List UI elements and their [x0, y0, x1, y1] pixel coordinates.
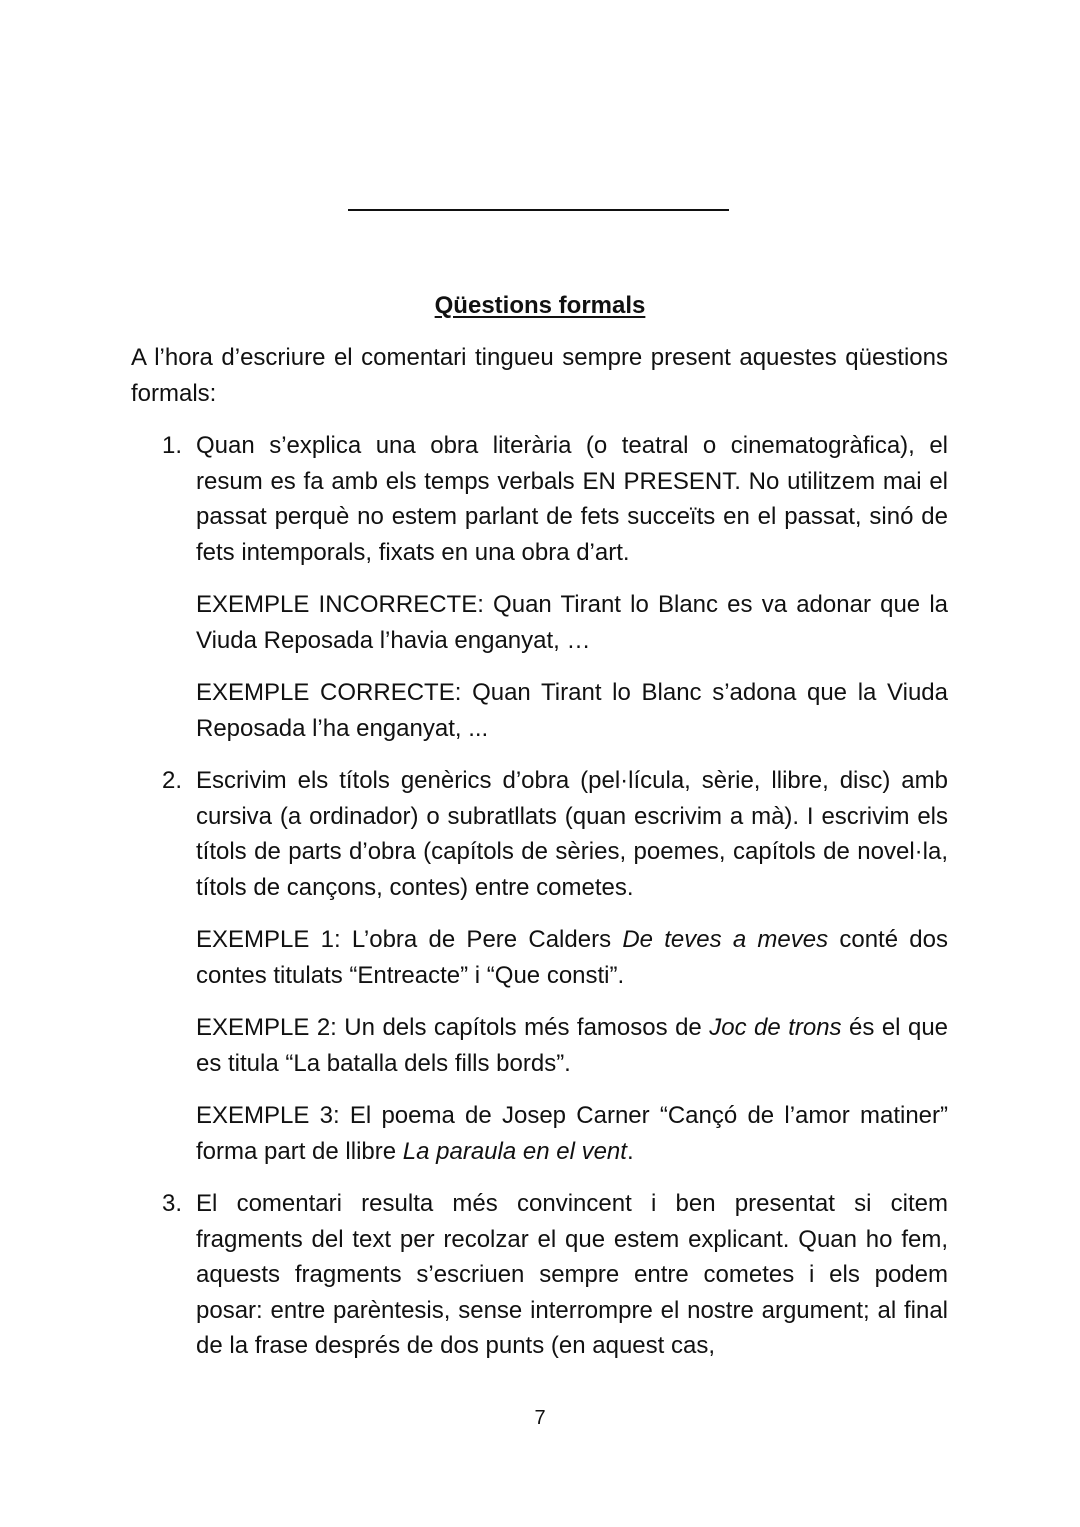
item-number: 3.	[162, 1190, 183, 1217]
item-text: El comentari resulta més convincent i ben presentat si citem fragments del text per recolzar el que estem explicant. Quan ho fem, aquests fragments s’escriuen sempre entre cometes i els podem posar: entre parèntesis, sense interrompre el nostre argument; al final de la frase després de dos punts (en aquest cas,	[196, 1190, 948, 1359]
list-item-2	[131, 763, 948, 1169]
work-title: La paraula en el vent	[402, 1137, 627, 1165]
questions-list	[131, 428, 948, 1364]
example-text: és el que es titula “La batalla dels fills bords”.	[196, 1014, 949, 1077]
list-item-1	[131, 428, 948, 746]
item-text: Quan s’explica una obra literària (o teatral o cinematogràfica), el resum es fa amb els temps verbals EN PRESENT. No utilitzem mai el passat perquè no estem parlant de fets succeïts en el passat, sinó de fets intemporals, fixats en una obra d’art.	[196, 432, 948, 566]
example-text: conté dos contes titulats “Entreacte” i “Que consti”.	[196, 926, 948, 989]
item-number: 2.	[162, 767, 183, 794]
example-3	[196, 1098, 948, 1169]
item-text: Escrivim els títols genèrics d’obra (pel·lícula, sèrie, llibre, disc) amb cursiva (a ordinador) o subratllats (quan escrivim a mà). I escrivim els títols de parts d’obra (capítols de sèries, poemes, capítols de novel·la, títols de cançons, contes) entre cometes.	[196, 767, 948, 901]
example-2	[196, 1010, 948, 1081]
example-1	[196, 922, 948, 993]
intro-paragraph: A l’hora d’escriure el comentari tingueu sempre present aquestes qüestions formals:	[131, 344, 948, 407]
work-title: Joc de trons	[709, 1014, 842, 1041]
header-rule	[348, 209, 729, 211]
page-number: 7	[534, 1407, 546, 1429]
example-text: EXEMPLE 1: L’obra de Pere Calders	[196, 926, 623, 953]
example-correct: EXEMPLE CORRECTE: Quan Tirant lo Blanc s’adona que la Viuda Reposada l’ha enganyat, ...	[196, 679, 948, 742]
example-text: .	[626, 1137, 634, 1165]
example-text: EXEMPLE 2: Un dels capítols més famosos de	[196, 1014, 710, 1041]
example-incorrect: EXEMPLE INCORRECTE: Quan Tirant lo Blanc es va adonar que la Viuda Reposada l’havia enganyat, …	[196, 591, 948, 654]
list-item-3	[131, 1186, 948, 1364]
example-text: EXEMPLE 3: El poema de Josep Carner “Cançó de l’amor matiner” forma part de llibre	[196, 1102, 948, 1165]
section-title: Qüestions formals	[434, 292, 646, 319]
item-number: 1.	[162, 432, 183, 459]
document-body	[131, 340, 948, 1381]
work-title: De teves a meves	[622, 926, 829, 953]
